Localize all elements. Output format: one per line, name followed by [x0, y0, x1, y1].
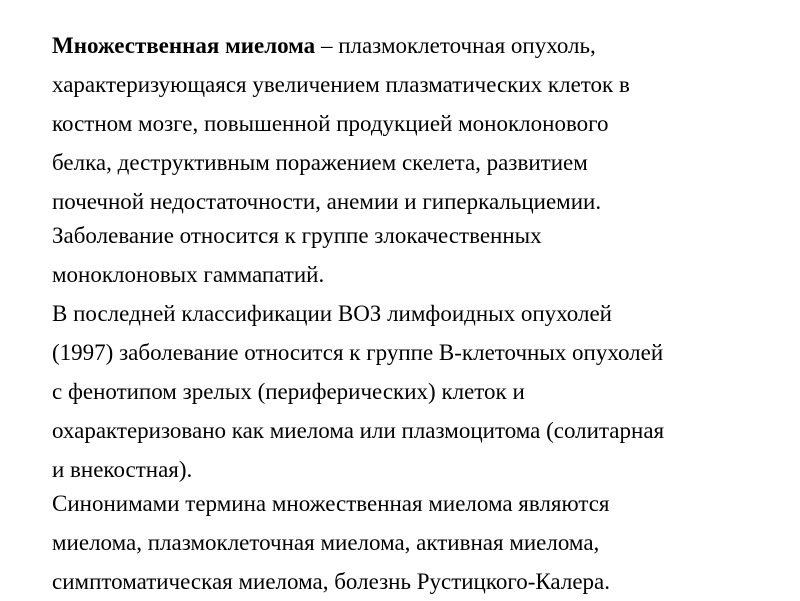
definition-term: Множественная миелома	[52, 33, 316, 58]
who-classification-line: (1997) заболевание относится к группе В-клеточных опухолей	[52, 340, 664, 365]
definition-line: характеризующаяся увеличением плазматических клеток в	[52, 72, 630, 97]
definition-text: – плазмоклеточная опухоль,	[315, 33, 596, 58]
definition-line: почечной недостаточности, анемии и гиперкальциемии.	[52, 189, 602, 214]
who-classification-line: с фенотипом зрелых (периферических) клеток и	[52, 379, 525, 404]
definition-line: костном мозге, повышенной продукцией моноклонового	[52, 111, 609, 136]
classification-line: Заболевание относится к группе злокачественных	[52, 223, 542, 248]
definition-line	[52, 27, 596, 65]
classification-line: моноклоновых гаммапатий.	[52, 262, 325, 287]
synonyms-line: Синонимами термина множественная миелома являются	[52, 491, 610, 516]
who-classification-line: охарактеризовано как миелома или плазмоцитома (солитарная	[52, 418, 665, 443]
synonyms-line: симптоматическая миелома, болезнь Рустицкого-Калера.	[52, 569, 610, 594]
who-classification-line: и внекостная).	[52, 457, 193, 482]
who-classification-line: В последней классификации ВОЗ лимфоидных опухолей	[52, 301, 612, 326]
synonyms-line: миелома, плазмоклеточная миелома, активная миелома,	[52, 530, 600, 555]
definition-line: белка, деструктивным поражением скелета, развитием	[52, 150, 588, 175]
